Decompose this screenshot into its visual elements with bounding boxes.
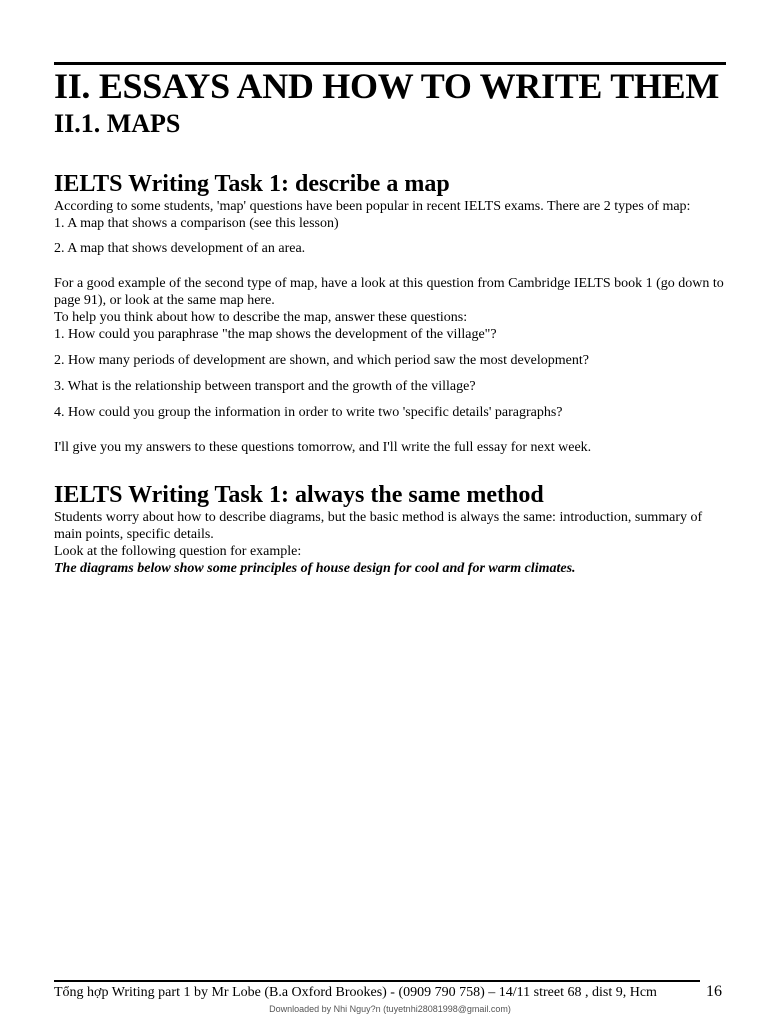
section-describe-map [54,170,726,456]
question-2: 2. How many periods of development are shown, and which period saw the most development? [54,353,589,368]
list-item-type1: 1. A map that shows a comparison (see this lesson) [54,216,339,231]
question-4: 4. How could you group the information in order to write two 'specific details' paragraphs? [54,405,563,420]
paragraph-example: For a good example of the second type of map, have a look at this question from Cambridge IELTS book 1 (go down to page 91), or look at the same map here. [54,276,724,308]
document-page [54,0,726,1024]
section-same-method [54,481,726,577]
download-note: Downloaded by Nhi Nguy?n (tuyetnhi28081998@gmail.com) [269,1004,511,1014]
section-subtitle: II.1. MAPS [54,109,181,138]
paragraph-intro: According to some students, 'map' questions have been popular in recent IELTS exams. There are 2 types of map: [54,199,691,214]
paragraph-method-intro: Students worry about how to describe diagrams, but the basic method is always the same: introduction, summary of main points, specific details. [54,510,703,542]
footer-text: Tổng hợp Writing part 1 by Mr Lobe (B.a Oxford Brookes) - (0909 790 758) – 14/11 street 68 , dist 9, Hcm [54,985,657,1000]
question-3: 3. What is the relationship between transport and the growth of the village? [54,379,476,394]
footer-rule [54,980,700,982]
paragraph-help: To help you think about how to describe the map, answer these questions: [54,310,468,325]
question-1: 1. How could you paraphrase "the map shows the development of the village"? [54,327,497,342]
section-heading-describe-map: IELTS Writing Task 1: describe a map [54,171,450,197]
list-item-type2: 2. A map that shows development of an area. [54,241,306,256]
paragraph-closing: I'll give you my answers to these questions tomorrow, and I'll write the full essay for next week. [54,440,592,455]
paragraph-look: Look at the following question for example: [54,544,302,559]
page-title: II. ESSAYS AND HOW TO WRITE THEM [54,66,719,106]
example-question: The diagrams below show some principles of house design for cool and for warm climates. [54,561,576,576]
section-heading-same-method: IELTS Writing Task 1: always the same method [54,482,544,508]
page-number: 16 [706,983,722,1000]
